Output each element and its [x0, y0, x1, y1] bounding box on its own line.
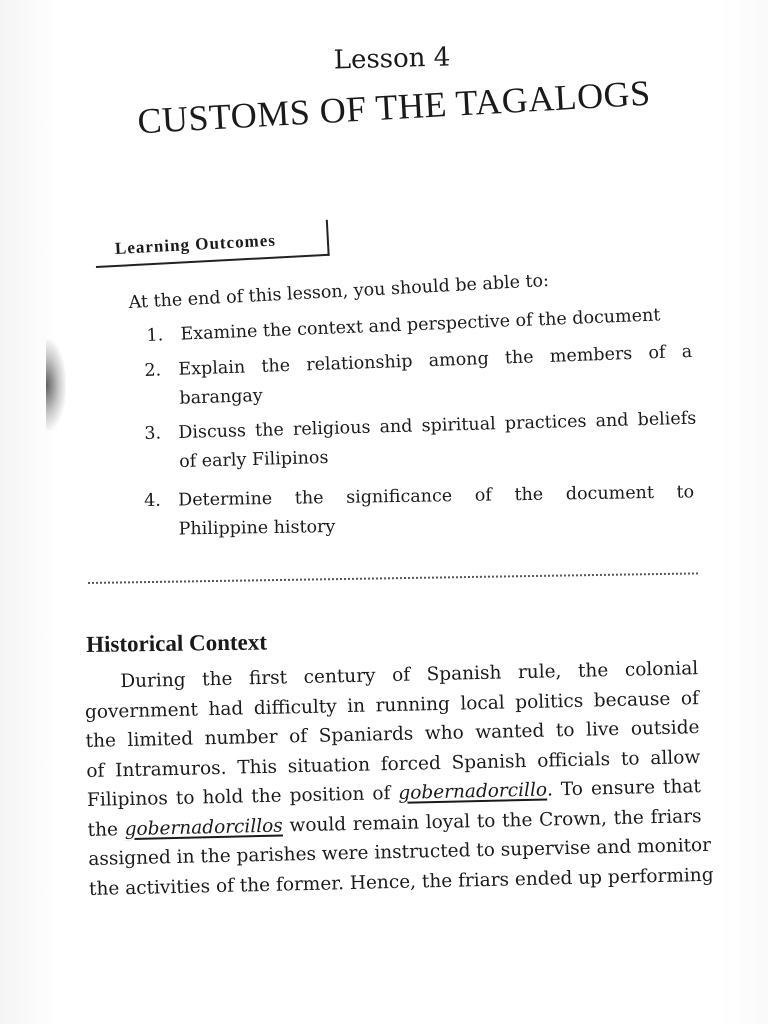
lesson-title: CUSTOMS OF THE TAGALOGS: [136, 72, 652, 142]
paragraph-line: government had difficulty in running local politics because of: [84, 687, 700, 723]
historical-context-heading: Historical Context: [86, 629, 268, 657]
outcome-text: [178, 478, 695, 544]
underlined-term: gobernadorcillos: [124, 815, 284, 840]
paragraph-line: the limited number of Spaniards who wanted to live outside: [85, 717, 700, 752]
lesson-number: Lesson 4: [333, 42, 451, 76]
dotted-divider: [88, 572, 698, 584]
paragraph-line: the activities of the former. Hence, the friars ended up performing: [88, 864, 714, 900]
paragraph-line: assigned in the parishes were instructed to supervise and monitor: [88, 834, 712, 870]
outcome-line: Philippine history: [178, 517, 336, 540]
outcome-line: Examine the context and perspective of the document: [180, 305, 661, 345]
line-text: would remain loyal to the Crown, the friars: [282, 805, 702, 837]
outcome-number: 3.: [144, 423, 162, 444]
historical-context-paragraph: [84, 654, 714, 904]
binding-shadow: [46, 340, 66, 430]
outcome-line: of early Filipinos: [178, 447, 329, 473]
outcome-line: barangay: [179, 385, 264, 409]
line-text: the: [87, 818, 125, 841]
outcome-item-4: [144, 478, 696, 540]
underlined-term: gobernadorcillo: [398, 779, 548, 804]
outcome-line: Explain the relationship among the members of a: [178, 341, 693, 380]
learning-outcomes-header: [94, 216, 330, 268]
outcome-text: [178, 405, 697, 477]
paragraph-line: of Intramuros. This situation forced Spanish officials to allow: [86, 746, 701, 782]
outcomes-intro: At the end of this lesson, you should be able to:: [128, 270, 550, 313]
outcome-number: 4.: [144, 490, 162, 511]
outcome-number: 2.: [144, 360, 162, 381]
outcome-text: [178, 338, 694, 414]
outcome-number: 1.: [146, 325, 164, 346]
outcome-line: Discuss the religious and spiritual practices and beliefs: [178, 408, 697, 444]
learning-outcomes-heading: Learning Outcomes: [114, 230, 277, 258]
paragraph-line: During the first century of Spanish rule, the colonial: [120, 658, 699, 693]
line-text: . To ensure that: [546, 776, 702, 801]
line-text: Filipinos to hold the position of: [86, 782, 399, 811]
heading-bracket: [326, 220, 330, 256]
outcome-line: Determine the significance of the document to: [178, 482, 695, 511]
